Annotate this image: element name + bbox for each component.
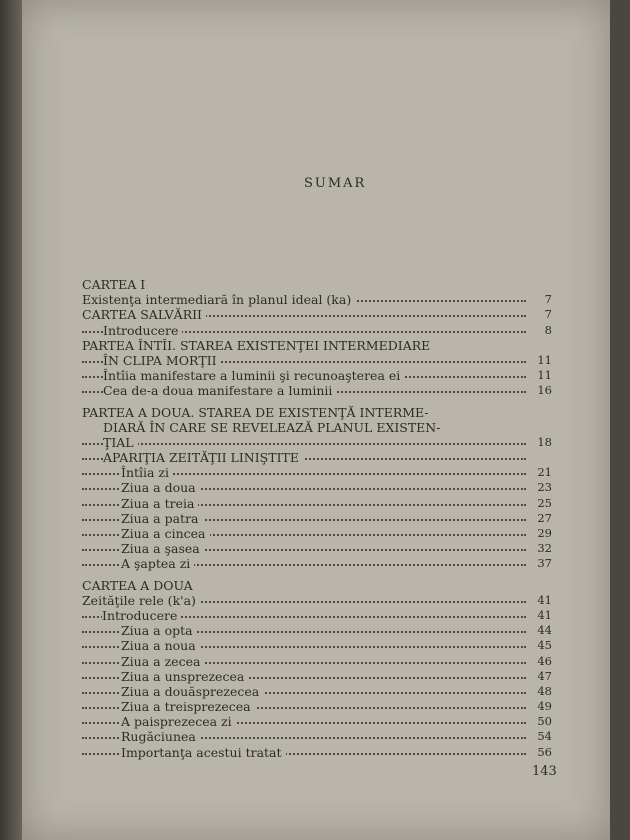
toc-entry-page: 16 [526,383,552,398]
toc-entry [82,578,552,593]
page-number: 143 [532,764,557,779]
toc-entry-page: 27 [526,511,552,526]
toc-entry [82,338,552,353]
toc-entry-title: Importanţa acestui tratat [121,745,286,760]
toc-entry-page: 29 [526,526,552,541]
toc-entry [82,292,552,307]
toc-entry [82,745,552,760]
toc-entry [82,729,552,744]
toc-entry-page: 7 [526,307,552,322]
toc-entry-page: 54 [526,729,552,744]
toc-entry-title: CARTEA SALVĂRII [82,307,206,322]
toc-entry [82,405,552,420]
toc-entry-title: Ziua a cincea [121,526,210,541]
toc-entry-page: 41 [526,608,552,623]
toc-entry-page: 37 [526,556,552,571]
toc-entry [82,669,552,684]
toc-entry-title: Întîia manifestare a luminii şi recunoaşterea ei [103,368,404,383]
toc-entry [82,435,552,450]
toc-entry [82,383,552,398]
toc-entry-title: Rugăciunea [121,729,200,744]
toc-entry-page: 47 [526,669,552,684]
toc-entry-title: Zeităţile rele (k'a) [82,593,200,608]
toc-entry [82,684,552,699]
toc-entry [82,699,552,714]
toc-entry [82,593,552,608]
toc-entry-title: Ziua a patra [121,511,203,526]
toc-entry-title: Ziua a unsprezecea [121,669,248,684]
toc-entry-title: Introducere [103,323,182,338]
toc-entry [82,450,552,465]
toc-entry [82,465,552,480]
toc-entry-title: ŢIAL [103,435,138,450]
toc-entry-title: Ziua a treisprezecea [121,699,255,714]
toc-entry-title: Existenţa intermediară în planul ideal (ka) [82,292,355,307]
toc-entry-page: 23 [526,480,552,495]
page-title: SUMAR [304,176,367,191]
toc-entry-page: 46 [526,654,552,669]
toc-entry-page: 18 [526,435,552,450]
toc-entry-page: 44 [526,623,552,638]
toc-entry [82,368,552,383]
toc-entry-title: A şaptea zi [121,556,194,571]
toc-entry-title: Ziua a doua [121,480,200,495]
book-spine-shadow [0,0,22,840]
toc-entry [82,638,552,653]
toc-entry [82,526,552,541]
toc-entry-title: DIARĂ ÎN CARE SE REVELEAZĂ PLANUL EXISTEN- [103,420,444,435]
toc-entry [82,556,552,571]
toc-entry-title: Ziua a zecea [121,654,204,669]
toc-entry-page: 41 [526,593,552,608]
toc-entry-title: Ziua a noua [121,638,200,653]
toc-entry-page: 21 [526,465,552,480]
toc-entry-page: 50 [526,714,552,729]
toc-entry [82,623,552,638]
toc-entry-page: 8 [526,323,552,338]
toc-entry-page: 11 [526,368,552,383]
toc-entry [82,541,552,556]
toc-entry [82,654,552,669]
toc-entry-page: 48 [526,684,552,699]
toc-entry-title: APARIŢIA ZEITĂŢII LINIŞTITE [103,450,303,465]
toc-entry-title: PARTEA ÎNTÎI. STAREA EXISTENŢEI INTERMEDIARE [82,338,434,353]
toc-entry-title: Întîia zi [121,465,173,480]
toc-entry [82,277,552,292]
toc-entry-page: 56 [526,745,552,760]
toc-entry-page: 49 [526,699,552,714]
toc-entry [82,353,552,368]
toc-entry-page: 45 [526,638,552,653]
toc-entry-title: ÎN CLIPA MORŢII [103,353,221,368]
toc-entry [82,307,552,322]
toc-entry-page: 11 [526,353,552,368]
toc-entry-page: 32 [526,541,552,556]
toc-entry-title: CARTEA I [82,277,149,292]
toc-entry-title: PARTEA A DOUA. STAREA DE EXISTENŢĂ INTERME- [82,405,433,420]
toc-entry-page: 25 [526,496,552,511]
toc-entry-title: Cea de-a doua manifestare a luminii [103,383,336,398]
toc-entry [82,511,552,526]
toc-entry [82,714,552,729]
toc-entry [82,480,552,495]
toc-entry [82,323,552,338]
toc-entry-page: 7 [526,292,552,307]
toc-entry [82,496,552,511]
toc-entry [82,420,552,435]
toc-entry [82,608,552,623]
book-page [22,0,610,840]
table-of-contents [82,277,552,760]
toc-entry-title: CARTEA A DOUA [82,578,197,593]
toc-entry-title: Introducere [102,608,181,623]
toc-entry-title: A paisprezecea zi [121,714,236,729]
toc-entry-title: Ziua a douăsprezecea [121,684,263,699]
toc-entry-title: Ziua a şasea [121,541,204,556]
toc-entry-title: Ziua a treia [121,496,198,511]
toc-entry-title: Ziua a opta [121,623,197,638]
